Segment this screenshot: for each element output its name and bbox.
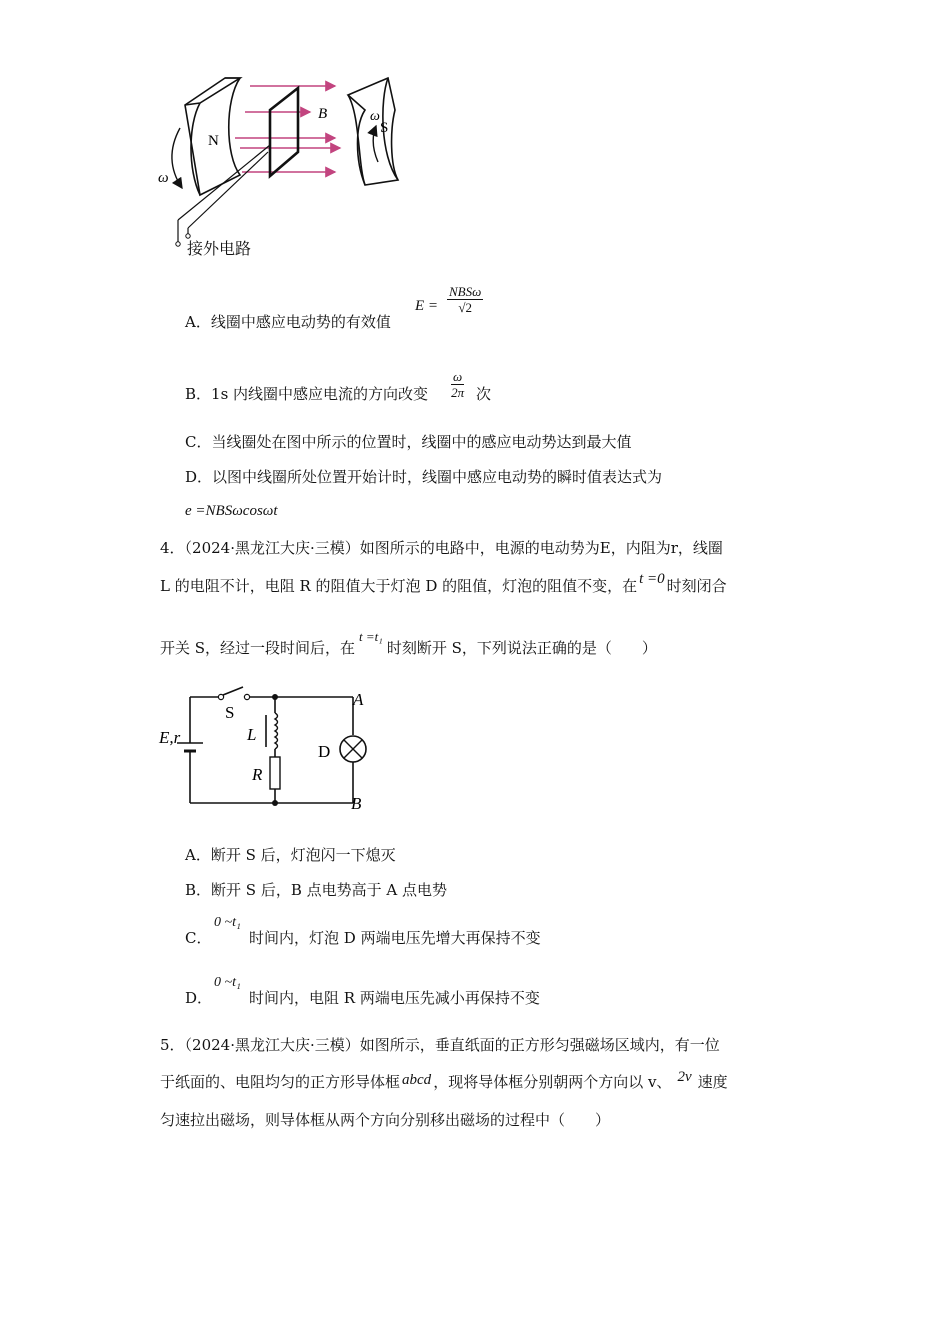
q5-stem-line2 bbox=[160, 1069, 728, 1093]
q4-stem-line2 bbox=[160, 571, 727, 597]
q4-stem-line3 bbox=[160, 629, 657, 659]
q3-option-b: B．1s 内线圈中感应电流的方向改变 bbox=[185, 385, 429, 403]
q4-stem-line3-a: 开关 S，经过一段时间后，在 bbox=[160, 639, 356, 657]
q3-option-a-formula-lhs: E = bbox=[415, 298, 439, 314]
q4-stem-line2-a: L 的电阻不计，电阻 R 的阻值大于灯泡 D 的阻值，灯泡的阻值不变，在 bbox=[160, 577, 638, 595]
field-b-label: B bbox=[318, 106, 328, 122]
q5-stem-line2-formula2: 2v bbox=[677, 1069, 692, 1085]
q3-option-a bbox=[185, 312, 391, 332]
q3-option-d: D．以图中线圈所处位置开始计时，线圈中感应电动势的瞬时值表达式为 bbox=[185, 468, 663, 486]
magnet-n-label: N bbox=[208, 133, 219, 149]
q3-option-a-text: A．线圈中感应电动势的有效值 bbox=[185, 313, 391, 331]
q4-option-d-text: 时间内，电阻 R 两端电压先减小再保持不变 bbox=[249, 989, 540, 1007]
q3-option-a-denominator: √2 bbox=[458, 300, 472, 315]
magnet-s-label: S bbox=[380, 120, 389, 136]
q4-option-b: B．断开 S 后，B 点电势高于 A 点电势 bbox=[185, 881, 447, 899]
node-b-label: B bbox=[351, 794, 362, 813]
q4-option-d-formula: 0 ~t₁ bbox=[214, 975, 241, 990]
q5-stem-line2-b: ，现将导体框分别朝两个方向以 v、 bbox=[433, 1073, 672, 1091]
switch-s-label: S bbox=[225, 703, 235, 722]
q4-stem-line2-b: 时刻闭合 bbox=[666, 577, 727, 595]
omega-right-label: ω bbox=[370, 109, 380, 124]
resistor-r-label: R bbox=[252, 765, 263, 784]
q3-option-d-formula: e =NBSωcosωt bbox=[185, 503, 278, 519]
q3-option-b-denominator: 2π bbox=[451, 385, 465, 400]
q4-stem-line1: 4．（2024·黑龙江大庆·三模）如图所示的电路中，电源的电动势为E，内阻为r，线圈 bbox=[160, 539, 723, 557]
q3-option-a-fraction bbox=[447, 284, 483, 316]
q3-option-b-numerator: ω bbox=[453, 369, 463, 384]
q3-option-b-suffix: 次 bbox=[476, 385, 492, 403]
node-a-label: A bbox=[353, 690, 364, 709]
q4-option-c-text: 时间内，灯泡 D 两端电压先增大再保持不变 bbox=[249, 929, 541, 947]
q5-stem-line2-formula1: abcd bbox=[402, 1072, 432, 1088]
q4-option-c-prefix: C． bbox=[185, 929, 212, 947]
q3-option-c: C．当线圈处在图中所示的位置时，线圈中的感应电动势达到最大值 bbox=[185, 433, 632, 451]
q3-option-b-fraction bbox=[451, 369, 464, 401]
q4-stem-line2-formula: t =0 bbox=[639, 571, 665, 587]
q4-option-c-formula: 0 ~t₁ bbox=[214, 915, 241, 930]
q4-option-a: A．断开 S 后，灯泡闪一下熄灭 bbox=[185, 846, 396, 864]
q4-option-d-prefix: D． bbox=[185, 989, 213, 1007]
q5-stem-line3: 匀速拉出磁场，则导体框从两个方向分别移出磁场的过程中（ ） bbox=[160, 1111, 611, 1129]
q4-circuit-diagram bbox=[155, 685, 375, 815]
inductor-l-label: L bbox=[247, 725, 257, 744]
external-circuit-label: 接外电路 bbox=[187, 239, 252, 258]
omega-left-label: ω bbox=[158, 170, 169, 186]
q5-stem-line2-c: 速度 bbox=[697, 1073, 728, 1091]
q4-stem-line3-formula: t =t₁ bbox=[359, 629, 383, 644]
q5-stem-line2-a: 于纸面的、电阻均匀的正方形导体框 bbox=[160, 1073, 401, 1091]
q5-stem-line1: 5．（2024·黑龙江大庆·三模）如图所示，垂直纸面的正方形匀强磁场区域内，有一位 bbox=[160, 1036, 720, 1054]
q3-option-a-numerator: NBSω bbox=[449, 284, 482, 299]
lamp-d-label: D bbox=[318, 742, 331, 761]
q4-stem-line3-b: 时刻断开 S，下列说法正确的是（ ） bbox=[386, 639, 657, 657]
battery-er-label: E,r bbox=[159, 728, 181, 747]
